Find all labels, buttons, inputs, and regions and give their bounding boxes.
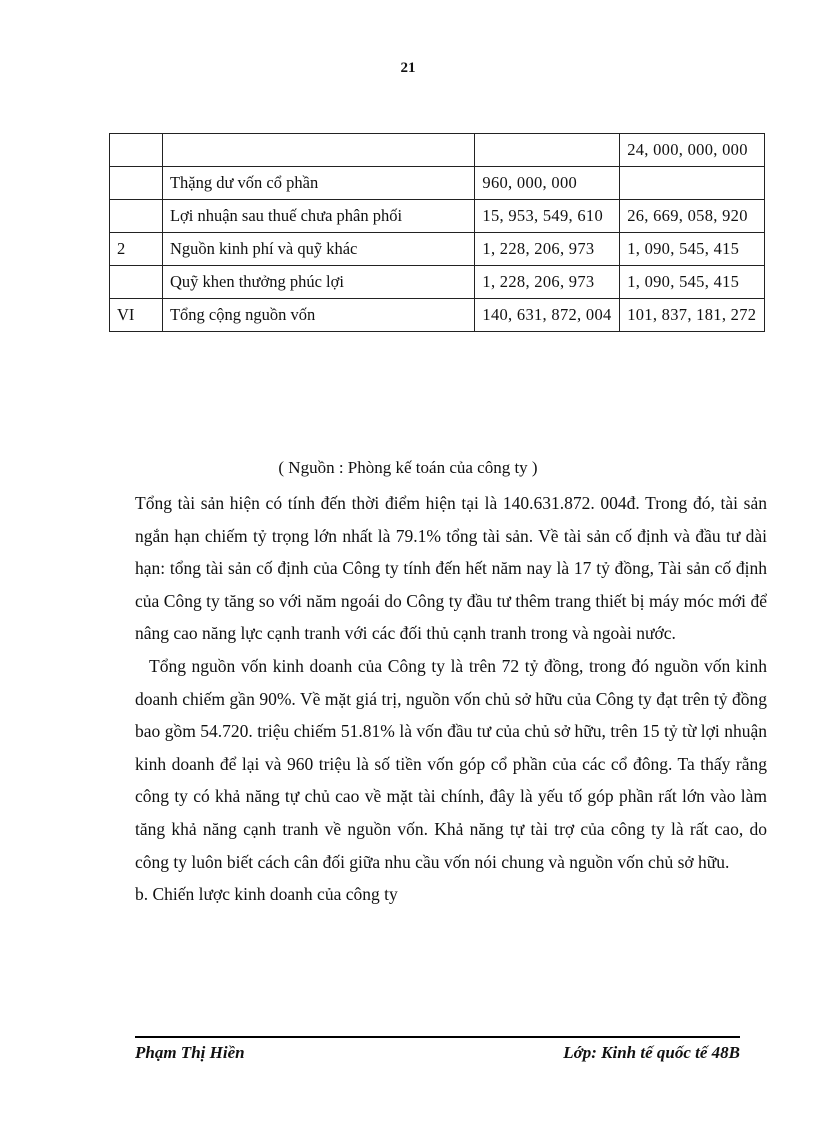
table-row [110,233,765,266]
value-previous-cell: 24, 000, 000, 000 [620,134,765,167]
value-current-cell: 140, 631, 872, 004 [475,299,620,332]
table-row [110,266,765,299]
row-index-cell [110,167,163,200]
row-label-cell: Thặng dư vốn cổ phần [162,167,474,200]
footer-class: Lớp: Kinh tế quốc tế 48B [563,1043,740,1062]
table-row [110,167,765,200]
row-index-cell: 2 [110,233,163,266]
value-current-cell: 1, 228, 206, 973 [475,266,620,299]
paragraph-assets: Tổng tài sản hiện có tính đến thời điểm hiện tại là 140.631.872. 004đ. Trong đó, tài sản ngắn hạn chiếm tỷ trọng lớn nhất là 79.1% tổng tài sản. Về tài sản cố định và đầu tư dài hạn: tổng tài sản cố định của Công ty tính đến hết năm nay là 17 tỷ đồng, Tài sản cố định của Công ty tăng so với năm ngoái do Công ty đầu tư thêm trang thiết bị máy móc mới để nâng cao năng lực cạnh tranh với các đối thủ cạnh tranh trong và ngoài nước. [135,493,767,644]
row-label-cell: Lợi nhuận sau thuế chưa phân phối [162,200,474,233]
value-current-cell [475,134,620,167]
value-previous-cell: 1, 090, 545, 415 [620,233,765,266]
section-heading: b. Chiến lược kinh doanh của công ty [135,884,398,905]
page-number: 21 [400,60,416,76]
body-text [135,487,767,911]
value-previous-cell [620,167,765,200]
financial-table [109,133,765,332]
row-label-cell: Tổng cộng nguồn vốn [162,299,474,332]
value-previous-cell: 1, 090, 545, 415 [620,266,765,299]
row-label-cell: Nguồn kinh phí và quỹ khác [162,233,474,266]
table-row [110,134,765,167]
value-previous-cell: 101, 837, 181, 272 [620,299,765,332]
table-row [110,299,765,332]
value-current-cell: 960, 000, 000 [475,167,620,200]
table-row [110,200,765,233]
value-current-cell: 15, 953, 549, 610 [475,200,620,233]
paragraph-capital: Tổng nguồn vốn kinh doanh của Công ty là trên 72 tỷ đồng, trong đó nguồn vốn kinh doanh chiếm gần 90%. Về mặt giá trị, nguồn vốn chủ sở hữu của Công ty đạt trên tỷ đồng bao gồm 54.720. triệu chiếm 51.81% là vốn đầu tư của chủ sở hữu, trên 15 tỷ từ lợi nhuận kinh doanh để lại và 960 triệu là số tiền vốn góp cổ phần của các cổ đông. Ta thấy rằng công ty có khả năng tự chủ cao về mặt tài chính, đây là yếu tố góp phần rất lớn vào làm tăng khả năng cạnh tranh về nguồn vốn. Khả năng tự tài trợ của công ty là rất cao, do công ty luôn biết cách cân đối giữa nhu cầu vốn nói chung và nguồn vốn chủ sở hữu. [135,655,767,872]
value-current-cell: 1, 228, 206, 973 [475,233,620,266]
row-index-cell: VI [110,299,163,332]
row-index-cell [110,200,163,233]
source-note: ( Nguồn : Phòng kế toán của công ty ) [278,458,538,477]
footer-divider [135,1036,740,1038]
row-label-cell: Quỹ khen thưởng phúc lợi [162,266,474,299]
value-previous-cell: 26, 669, 058, 920 [620,200,765,233]
footer-author: Phạm Thị Hiền [135,1043,245,1062]
row-index-cell [110,134,163,167]
row-label-cell [162,134,474,167]
row-index-cell [110,266,163,299]
